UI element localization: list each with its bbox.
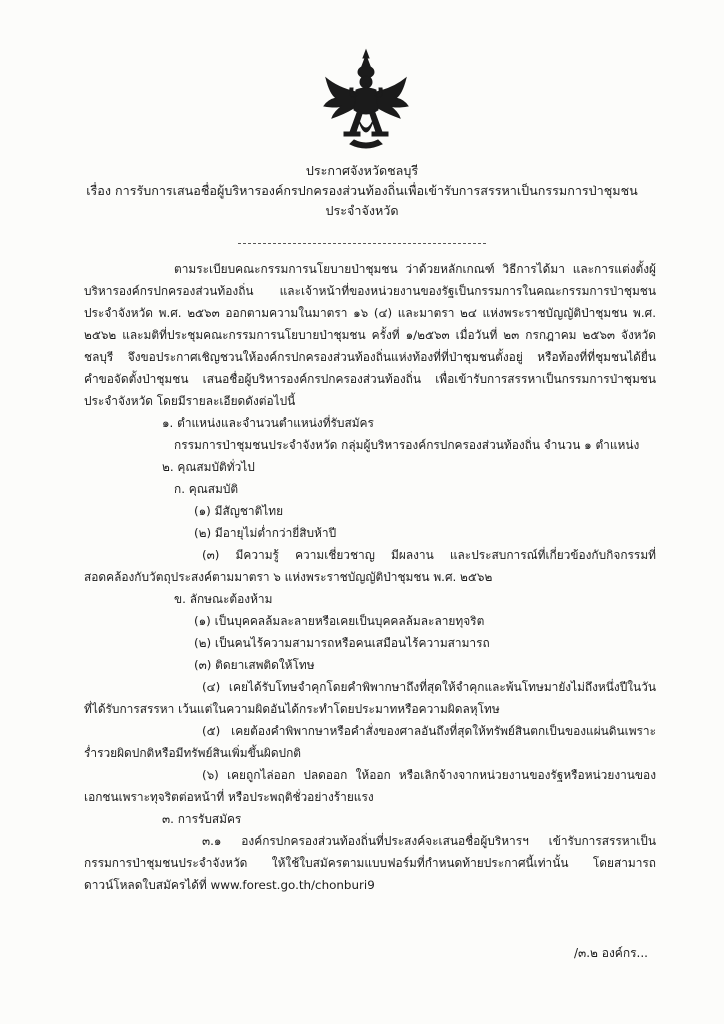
prohibition-item: (๒) เป็นคนไร้ความสามารถหรือคนเสมือนไร้ความสามารถ	[194, 636, 490, 650]
qualification-item: (๑) มีสัญชาติไทย	[194, 504, 284, 518]
prohibition-item: (๑) เป็นบุคคลล้มละลายหรือเคยเป็นบุคคลล้มละลายทุจริต	[194, 614, 485, 628]
qualification-item: (๓) มีความรู้ ความเชี่ยวชาญ มีผลงาน และประสบการณ์ที่เกี่ยวข้องกับกิจกรรมที่สอดคล้องกับวัตถุประสงค์ตามมาตรา ๖ แห่งพระราชบัญญัติป่าชุมชน พ.ศ. ๒๕๖๒	[84, 548, 656, 584]
announcement-subject: เรื่อง การรับการเสนอชื่อผู้บริหารองค์กรปกครองส่วนท้องถิ่นเพื่อเข้ารับการสรรหาเป็นกรรมการป่าชุมชน	[86, 183, 638, 198]
section-3-item: ๓.๑ องค์กรปกครองส่วนท้องถิ่นที่ประสงค์จะเสนอชื่อผู้บริหารฯ เข้ารับการสรรหาเป็นกรรมการป่าชุมชนประจำจังหวัด ให้ใช้ใบสมัครตามแบบฟอร์มที่กำหนดท้ายประกาศนี้เท่านั้น โดยสามารถดาวน์โหลดใบสมัครได้ที่ www.forest.go.th/chonburi9	[84, 834, 656, 892]
section-1-text: กรรมการป่าชุมชนประจำจังหวัด กลุ่มผู้บริหารองค์กรปกครองส่วนท้องถิ่น จำนวน ๑ ตำแหน่ง	[174, 438, 640, 452]
qualification-item: (๒) มีอายุไม่ต่ำกว่ายี่สิบห้าปี	[194, 526, 337, 540]
prohibition-item: (๕) เคยต้องคำพิพากษาหรือคำสั่งของศาลอันถึงที่สุดให้ทรัพย์สินตกเป็นของแผ่นดินเพราะร่ำรวยผิดปกติหรือมีทรัพย์สินเพิ่มขึ้นผิดปกติ	[84, 724, 656, 760]
garuda-emblem-icon	[320, 48, 412, 152]
section-3-heading: ๓. การรับสมัคร	[162, 812, 242, 826]
divider	[238, 243, 486, 244]
section-1-heading: ๑. ตำแหน่งและจำนวนตำแหน่งที่รับสมัคร	[162, 416, 374, 430]
document-body	[84, 258, 656, 896]
section-2-heading: ๒. คุณสมบัติทั่วไป	[162, 460, 255, 474]
announcement-scope: ประจำจังหวัด	[325, 203, 399, 218]
prohibition-item: (๓) ติดยาเสพติดให้โทษ	[194, 658, 315, 672]
qualifications-heading: ก. คุณสมบัติ	[174, 482, 239, 496]
announcement-title: ประกาศจังหวัดชลบุรี	[305, 163, 419, 178]
page-continuation: /๓.๒ องค์กร...	[573, 946, 648, 960]
prohibitions-heading: ข. ลักษณะต้องห้าม	[174, 592, 273, 606]
prohibition-item: (๔) เคยได้รับโทษจำคุกโดยคำพิพากษาถึงที่สุดให้จำคุกและพ้นโทษมายังไม่ถึงหนึ่งปีในวันที่ได้รับการสรรหา เว้นแต่ในความผิดอันได้กระทำโดยประมาทหรือความผิดลหุโทษ	[84, 680, 656, 716]
prohibition-item: (๖) เคยถูกไล่ออก ปลดออก ให้ออก หรือเลิกจ้างจากหน่วยงานของรัฐหรือหน่วยงานของเอกชนเพราะทุจริตต่อหน้าที่ หรือประพฤติชั่วอย่างร้ายแรง	[84, 768, 656, 804]
intro-paragraph: ตามระเบียบคณะกรรมการนโยบายป่าชุมชน ว่าด้วยหลักเกณฑ์ วิธีการได้มา และการแต่งตั้งผู้บริหารองค์กรปกครองส่วนท้องถิ่น และเจ้าหน้าที่ของหน่วยงานของรัฐเป็นกรรมการในคณะกรรมการป่าชุมชนประจำจังหวัด พ.ศ. ๒๕๖๓ ออกตามความในมาตรา ๑๖ (๔) และมาตรา ๒๔ แห่งพระราชบัญญัติป่าชุมชน พ.ศ. ๒๕๖๒ และมติที่ประชุมคณะกรรมการนโยบายป่าชุมชน ครั้งที่ ๑/๒๕๖๓ เมื่อวันที่ ๒๓ กรกฎาคม ๒๕๖๓ จังหวัดชลบุรี จึงขอประกาศเชิญชวนให้องค์กรปกครองส่วนท้องถิ่นแห่งท้องที่ที่ป่าชุมชนตั้งอยู่ หรือท้องที่ที่ชุมชนได้ยื่นคำขอจัดตั้งป่าชุมชน เสนอชื่อผู้บริหารองค์กรปกครองส่วนท้องถิ่น เพื่อเข้ารับการสรรหาเป็นกรรมการป่าชุมชนประจำจังหวัด โดยมีรายละเอียดดังต่อไปนี้	[84, 262, 656, 408]
